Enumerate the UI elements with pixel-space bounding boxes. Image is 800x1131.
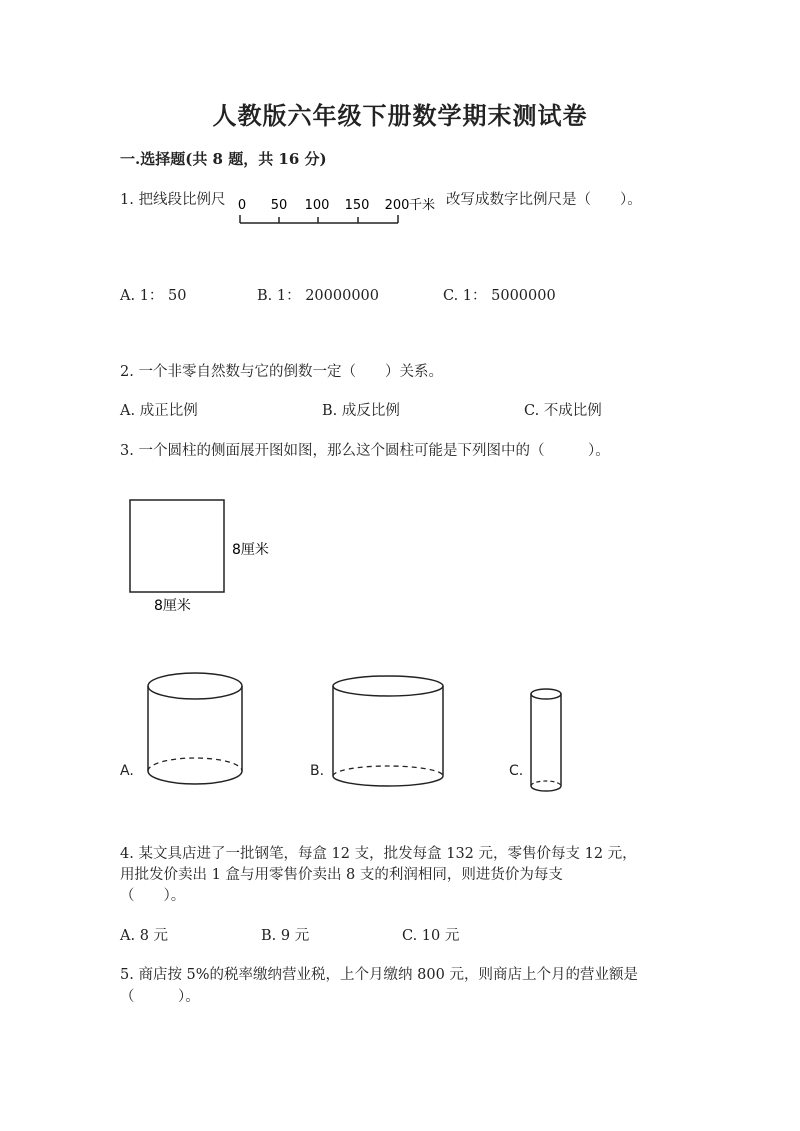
square-bottom-label: 8厘米 xyxy=(154,598,191,614)
section-heading: 一.选择题(共 8 题，共 16 分) xyxy=(120,150,327,168)
q4-option-b: B. 9 元 xyxy=(261,928,310,944)
scale-unit-label: 千米 xyxy=(409,198,436,213)
q4-option-a: A. 8 元 xyxy=(120,928,169,944)
scale-tick-label: 0 xyxy=(237,198,247,213)
q1-option-a: A. 1： 50 xyxy=(120,288,187,304)
scale-tick-label: 200 xyxy=(384,198,410,213)
scale-tick-label: 100 xyxy=(304,198,330,213)
cylinder-label-c: C. xyxy=(509,763,524,779)
cylinder-c-figure xyxy=(529,686,565,798)
scale-bar-figure xyxy=(232,192,452,232)
square-side-label: 8厘米 xyxy=(232,542,269,558)
q2-option-a: A. 成正比例 xyxy=(120,403,198,419)
q2-text: 2. 一个非零自然数与它的倒数一定（ ）关系。 xyxy=(120,364,443,380)
scale-tick-label: 150 xyxy=(344,198,370,213)
q1-option-c: C. 1： 5000000 xyxy=(443,288,556,304)
q2-option-b: B. 成反比例 xyxy=(322,403,400,419)
q3-text: 3. 一个圆柱的侧面展开图如图，那么这个圆柱可能是下列图中的（ ）。 xyxy=(120,443,610,459)
q1-option-b: B. 1： 20000000 xyxy=(257,288,380,304)
q4-option-c: C. 10 元 xyxy=(402,928,460,944)
q1-prefix: 1. 把线段比例尺 xyxy=(120,192,226,208)
cylinder-label-a: A. xyxy=(120,763,134,779)
q5-line1: 5. 商店按 5%的税率缴纳营业税，上个月缴纳 800 元，则商店上个月的营业额是 xyxy=(120,967,638,983)
unfolded-square-figure xyxy=(128,498,288,618)
square-shape xyxy=(130,500,224,592)
scale-tick-label: 50 xyxy=(270,198,288,213)
q4-line2: 用批发价卖出 1 盒与用零售价卖出 8 支的利润相同，则进货价为每支 xyxy=(120,867,563,883)
q4-line3: （ ）。 xyxy=(120,888,186,904)
cylinder-b-figure xyxy=(331,674,449,794)
q5-line2: （ ）。 xyxy=(120,989,200,1005)
cylinder-a-figure xyxy=(146,670,246,790)
cylinder-label-b: B. xyxy=(310,763,325,779)
q4-line1: 4. 某文具店进了一批钢笔，每盒 12 支，批发每盒 132 元，零售价每支 12 元， xyxy=(120,846,637,862)
q1-suffix: 改写成数字比例尺是（ ）。 xyxy=(446,192,642,208)
page-title: 人教版六年级下册数学期末测试卷 xyxy=(212,101,588,130)
q2-option-c: C. 不成比例 xyxy=(524,403,602,419)
